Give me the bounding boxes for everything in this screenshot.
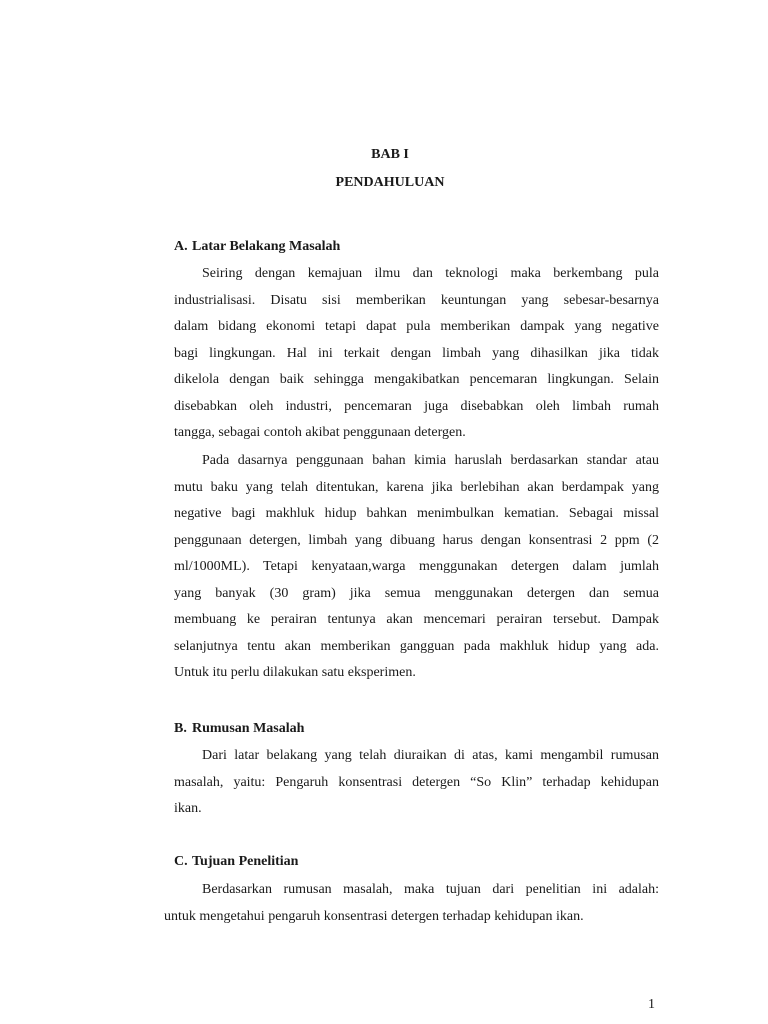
text-line: dikelola dengan baik sehingga mengakibatkan pencemaran lingkungan. Selain [174,372,659,387]
page-number: 1 [648,997,655,1012]
section-heading-c [174,854,298,870]
text-line: industrialisasi. Disatu sisi memberikan keuntungan yang sebesar-besarnya [174,292,659,308]
section-number: A. [174,239,188,254]
section-heading-a [174,239,340,255]
text-line: Seiring dengan kemajuan ilmu dan teknologi maka berkembang pula [202,266,659,281]
section-title: Tujuan Penelitian [192,854,299,869]
section-title: Rumusan Masalah [192,721,305,736]
paragraph-a2 [174,448,659,687]
text-line: membuang ke perairan tentunya akan mencemari perairan tersebut. Dampak [174,612,659,627]
text-line: ikan. [174,801,202,816]
text-line: disebabkan oleh industri, pencemaran juga disebabkan oleh limbah rumah [174,398,659,414]
section-title: Latar Belakang Masalah [192,239,341,254]
section-number: C. [174,854,188,869]
text-line: ml/1000ML). Tetapi kenyataan,warga menggunakan detergen dalam jumlah [174,559,659,574]
text-line: Berdasarkan rumusan masalah, maka tujuan dari penelitian ini adalah: [202,882,659,897]
text-line: Untuk itu perlu dilakukan satu eksperimen. [174,665,416,680]
paragraph-b1 [174,743,659,823]
text-line: Dari latar belakang yang telah diuraikan di atas, kami mengambil rumusan [202,748,659,763]
text-line: penggunaan detergen, limbah yang dibuang harus dengan konsentrasi 2 ppm (2 [174,532,659,548]
chapter-label: BAB I [371,147,409,162]
chapter-title: PENDAHULUAN [335,175,445,190]
text-line: yang banyak (30 gram) jika semua menggunakan detergen dan semua [174,585,659,601]
text-line: tangga, sebagai contoh akibat penggunaan detergen. [174,425,466,440]
paragraph-c1 [164,877,659,930]
text-line: untuk mengetahui pengaruh konsentrasi detergen terhadap kehidupan ikan. [164,908,584,924]
text-line: negative bagi makhluk hidup bahkan menimbulkan kematian. Sebagai missal [174,506,659,521]
text-line: mutu baku yang telah ditentukan, karena jika berlebihan akan berdampak yang [174,479,659,495]
text-line: Pada dasarnya penggunaan bahan kimia haruslah berdasarkan standar atau [202,453,659,468]
paragraph-a1 [174,261,659,447]
section-number: B. [174,721,187,736]
text-line: bagi lingkungan. Hal ini terkait dengan limbah yang dihasilkan jika tidak [174,345,659,361]
text-line: selanjutnya tentu akan memberikan gangguan pada makhluk hidup yang ada. [174,638,659,654]
text-line: dalam bidang ekonomi tetapi dapat pula memberikan dampak yang negative [174,319,659,334]
text-line: masalah, yaitu: Pengaruh konsentrasi detergen “So Klin” terhadap kehidupan [174,774,659,790]
section-heading-b [174,721,304,737]
